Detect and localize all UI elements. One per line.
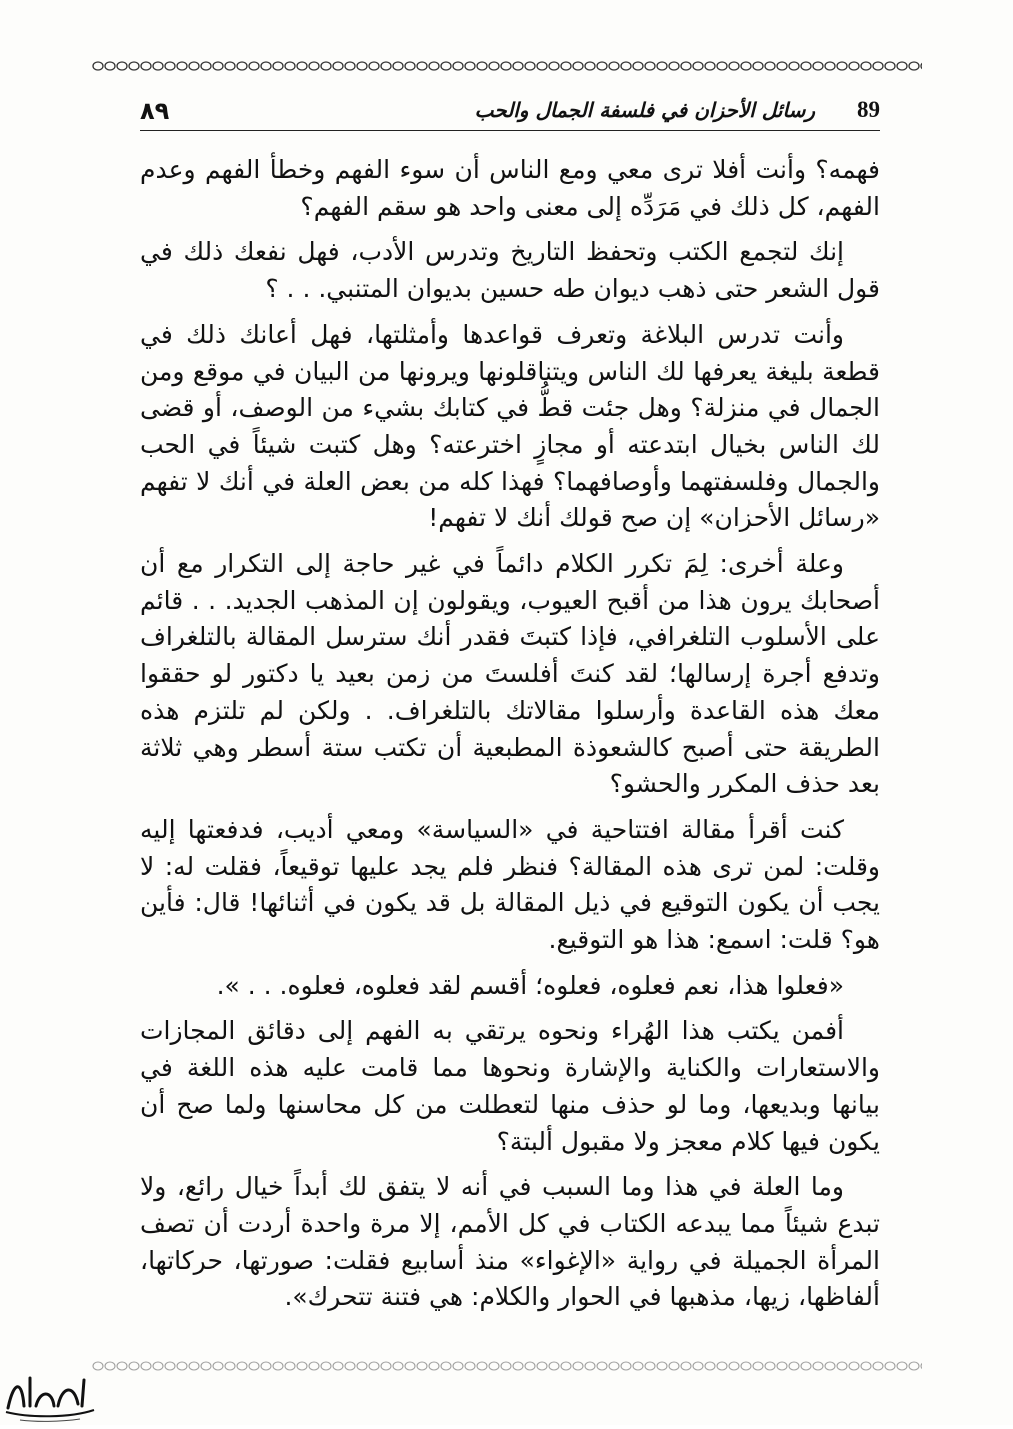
paragraph-8: وما العلة في هذا وما السبب في أنه لا يتفق لك أبداً خيال رائع، ولا تبدع شيئاً مما يبدعه الكتاب في كل الأمم، إلا مرة واحدة أردت أن تصف المرأة الجميلة في رواية «الإغواء» منذ أسابيع فقلت: صورتها، حركاتها، ألفاظها، زيها، مذهبها في الحوار والكلام: هي فتنة تتحرك».: [140, 1172, 880, 1312]
page-header: [140, 95, 880, 129]
library-stamp-logo: [0, 1360, 100, 1425]
quoted-signature-paragraph: «فعلوا هذا، نعم فعلوه، فعلوه؛ أقسم لقد فعلوه، فعلوه. . . ».: [216, 970, 844, 1000]
paragraph-3: وأنت تدرس البلاغة وتعرف قواعدها وأمثلتها، فهل أعانك ذلك في قطعة بليغة يعرفها لك الناس ويتناقلونها ويرونها من البيان في موقع ومن الجمال في منزلة؟ وهل جئت قطُّ في كتابك بشيء من الوصف، أو قضى لك الناس بخيال ابتدعته أو مجازٍ اخترعته؟ وهل كتبت شيئاً في الحب والجمال وفلسفتهما وأوصافهما؟ فهذا كله من بعض العلة في أنك لا تفهم «رسائل الأحزان» إن صح قولك أنك لا تفهم!: [140, 319, 880, 533]
paragraph-5: كنت أقرأ مقالة افتتاحية في «السياسة» ومعي أديب، فدفعتها إليه وقلت: لمن ترى هذه المقالة؟ فنظر فلم يجد عليها توقيعاً، فقلت له: لا يجب أن يكون التوقيع في ذيل المقالة بل قد يكون في أثنائها! قال: فأين هو؟ قلت: اسمع: هذا هو التوقيع.: [140, 814, 880, 955]
paragraph-2: إنك لتجمع الكتب وتحفظ التاريخ وتدرس الأدب، فهل نفعك ذلك في قول الشعر حتى ذهب ديوان طه حسين بديوان المتنبي. . . ؟: [140, 237, 880, 304]
bottom-ornament-border: [92, 1360, 922, 1372]
paragraph-7: أفمن يكتب هذا الهُراء ونحوه يرتقي به الفهم إلى دقائق المجازات والاستعارات والكناية والإشارة ونحوها مما قامت عليه هذه اللغة في بيانها وبديعها، وما لو حذف منها لتعطلت من كل محاسنها ولما صح أن يكون فيها كلام معجز ولا مقبول ألبتة؟: [140, 1016, 880, 1156]
header-rule: [140, 130, 880, 131]
top-ornament-border: [92, 60, 922, 72]
body-text: [140, 152, 880, 1325]
page-number-latin: 89: [857, 97, 880, 122]
running-title: رسائل الأحزان في فلسفة الجمال والحب: [474, 98, 815, 122]
paragraph-4: وعلة أخرى: لِمَ تكرر الكلام دائماً في غير حاجة إلى التكرار مع أن أصحابك يرون هذا من أقبح العيوب، ويقولون إن المذهب الجديد. . . قائم على الأسلوب التلغرافي، فإذا كتبتَ فقدر أنك سترسل المقالة بالتلغراف وتدفع أجرة إرسالها؛ لقد كنتَ أفلستَ من زمن بعيد يا دكتور لو حققوا معك هذه القاعدة وأرسلوا مقالاتك بالتلغراف. . ولكن لم تلتزم هذه الطريقة حتى أصبح كالشعوذة المطبعية أن تكتب ستة أسطر وهي ثلاثة بعد حذف المكرر والحشو؟: [140, 549, 880, 799]
paragraph-1: فهمه؟ وأنت أفلا ترى معي ومع الناس أن سوء الفهم وخطأ الفهم وعدم الفهم، كل ذلك في مَرَدِّه إلى معنى واحد هو سقم الفهم؟: [140, 155, 880, 221]
page-number-arabic: ٨٩: [140, 97, 170, 125]
